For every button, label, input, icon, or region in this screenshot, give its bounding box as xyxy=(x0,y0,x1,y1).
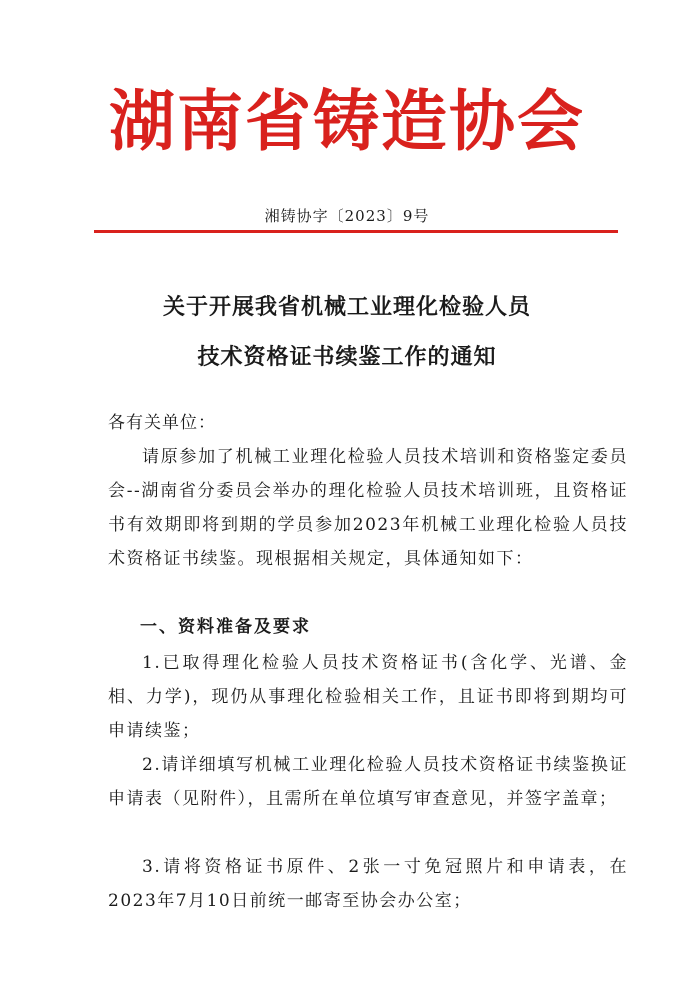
item-2-block xyxy=(108,748,628,816)
letterhead-divider xyxy=(94,230,618,233)
item-1-block xyxy=(108,646,628,748)
intro-paragraph-block xyxy=(108,440,628,576)
section-heading-1: 一、资料准备及要求 xyxy=(140,617,311,637)
list-item-2: 2.请详细填写机械工业理化检验人员技术资格证书续鉴换证申请表（见附件），且需所在单位填写审查意见，并签字盖章； xyxy=(108,755,628,809)
intro-paragraph: 请原参加了机械工业理化检验人员技术培训和资格鉴定委员会--湖南省分委员会举办的理化检验人员技术培训班，且资格证书有效期即将到期的学员参加2023年机械工业理化检验人员技术资格证书续鉴。现根据相关规定，具体通知如下： xyxy=(108,447,628,569)
salutation: 各有关单位： xyxy=(108,413,216,433)
organization-letterhead: 湖南省铸造协会 xyxy=(109,82,585,160)
list-item-1: 1.已取得理化检验人员技术资格证书(含化学、光谱、金相、力学)，现仍从事理化检验相关工作，且证书即将到期均可申请续鉴； xyxy=(108,653,628,741)
notice-title-line-2: 技术资格证书续鉴工作的通知 xyxy=(197,344,497,370)
item-3-block xyxy=(108,850,628,918)
notice-title-line-1: 关于开展我省机械工业理化检验人员 xyxy=(162,294,531,320)
document-number: 湘铸协字〔2023〕9号 xyxy=(264,207,430,225)
list-item-3: 3.请将资格证书原件、2张一寸免冠照片和申请表，在2023年7月10日前统一邮寄至协会办公室； xyxy=(108,857,628,911)
